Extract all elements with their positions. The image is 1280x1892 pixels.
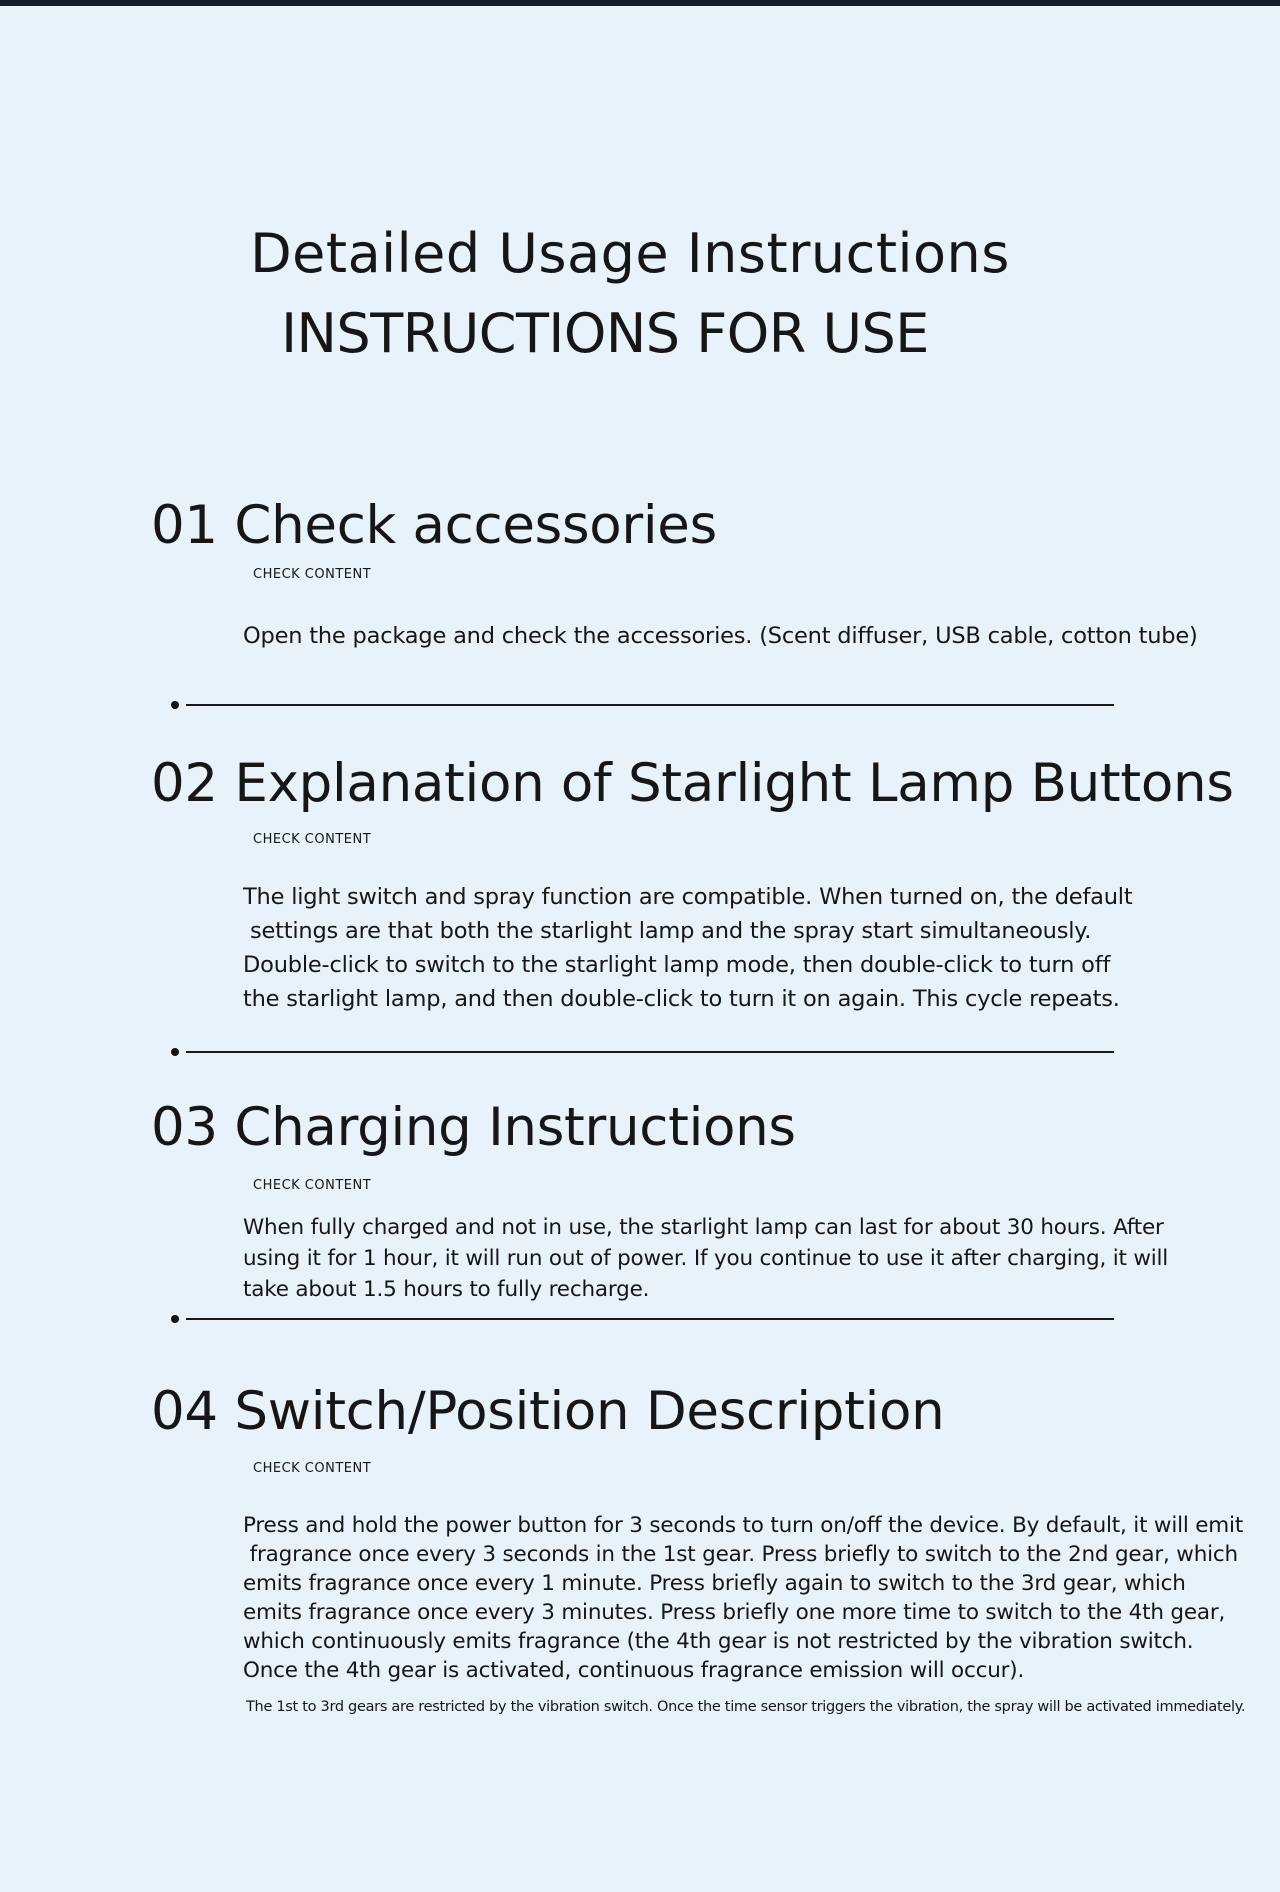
section-body-02 [243, 880, 1133, 1016]
body-line: the starlight lamp, and then double-click to turn it on again. This cycle repeats. [243, 986, 1120, 1012]
body-line: Double-click to switch to the starlight lamp mode, then double-click to turn off [243, 952, 1111, 978]
body-line: Open the package and check the accessories. (Scent diffuser, USB cable, cotton tube) [243, 623, 1198, 649]
section-body-01 [243, 619, 1198, 653]
section-divider [186, 1051, 1114, 1053]
section-sub-03: CHECK CONTENT [253, 1178, 372, 1193]
section-sub-01: CHECK CONTENT [253, 567, 372, 582]
section-divider [186, 704, 1114, 706]
body-line: When fully charged and not in use, the starlight lamp can last for about 30 hours. After [243, 1215, 1164, 1240]
body-line: The light switch and spray function are compatible. When turned on, the default [243, 884, 1133, 910]
section-title-03: 03 Charging Instructions [151, 1097, 796, 1158]
body-line: emits fragrance once every 3 minutes. Press briefly one more time to switch to the 4th gear, [243, 1600, 1226, 1625]
body-line: using it for 1 hour, it will run out of power. If you continue to use it after charging, it will [243, 1246, 1169, 1271]
section-body-03 [243, 1212, 1168, 1305]
section-sub-04: CHECK CONTENT [253, 1461, 372, 1476]
divider-dot [171, 1315, 179, 1323]
section-title-01: 01 Check accessories [151, 495, 717, 556]
footnote: The 1st to 3rd gears are restricted by the vibration switch. Once the time sensor triggers the vibration, the spray will be activated immediately. [246, 1699, 1246, 1715]
body-line: Press and hold the power button for 3 seconds to turn on/off the device. By default, it will emit [243, 1513, 1244, 1538]
body-line: Once the 4th gear is activated, continuous fragrance emission will occur). [243, 1658, 1025, 1683]
section-divider [186, 1318, 1114, 1320]
page-subtitle: INSTRUCTIONS FOR USE [281, 302, 929, 365]
divider-dot [171, 1048, 179, 1056]
section-body-04 [243, 1511, 1243, 1685]
body-line: emits fragrance once every 1 minute. Press briefly again to switch to the 3rd gear, which [243, 1571, 1186, 1596]
section-title-02: 02 Explanation of Starlight Lamp Buttons [151, 753, 1234, 814]
section-title-04: 04 Switch/Position Description [151, 1381, 945, 1442]
body-line: fragrance once every 3 seconds in the 1st gear. Press briefly to switch to the 2nd gear, which [243, 1542, 1238, 1567]
body-line: take about 1.5 hours to fully recharge. [243, 1277, 650, 1302]
page-title: Detailed Usage Instructions [250, 222, 1010, 285]
divider-dot [171, 701, 179, 709]
body-line: settings are that both the starlight lamp and the spray start simultaneously. [243, 918, 1092, 944]
top-border [0, 0, 1280, 6]
body-line: which continuously emits fragrance (the 4th gear is not restricted by the vibration switch. [243, 1629, 1194, 1654]
section-sub-02: CHECK CONTENT [253, 832, 372, 847]
